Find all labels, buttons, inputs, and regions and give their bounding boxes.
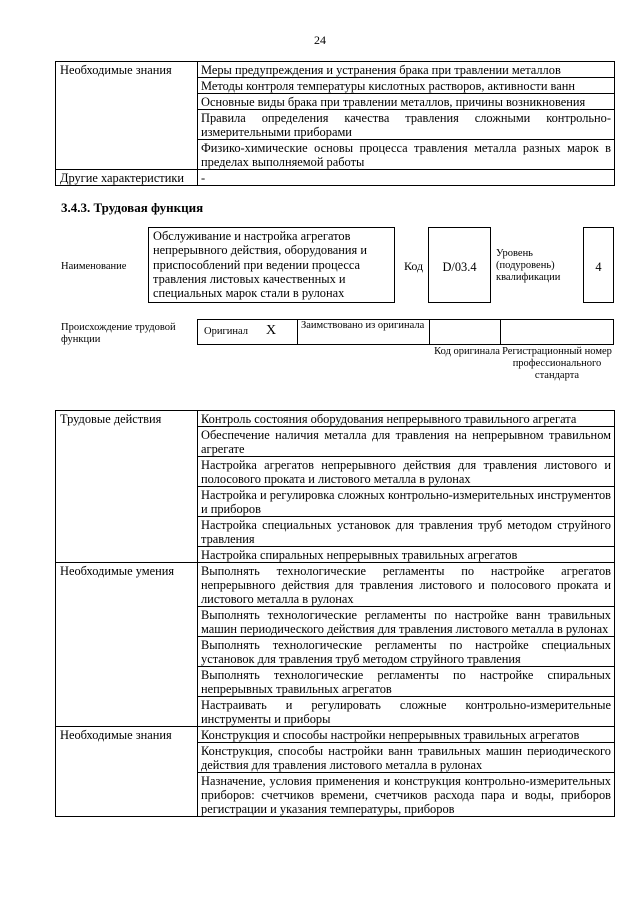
table-cell: Настройка агрегатов непрерывного действия для травления листового и полосового проката и листового металла в рулонах bbox=[198, 457, 615, 487]
table-cell: Выполнять технологические регламенты по настройке спиральных непрерывных травильных агрегатов bbox=[198, 667, 615, 697]
code-caption: Код оригинала bbox=[434, 346, 500, 357]
table-cell: Методы контроля температуры кислотных растворов, активности ванн bbox=[198, 78, 615, 94]
original-label: Оригинал bbox=[204, 326, 248, 337]
top-knowledge-table bbox=[55, 61, 615, 186]
table-cell: Выполнять технологические регламенты по настройке агрегатов непрерывного действия для травления листового и полосового проката и листового металла в рулонах bbox=[198, 563, 615, 607]
table-cell: Обеспечение наличия металла для травления на непрерывном травильном агрегате bbox=[198, 427, 615, 457]
row-label: Необходимые знания bbox=[56, 62, 198, 170]
reg-caption: Регистрационный номер профессионального стандарта bbox=[502, 346, 612, 381]
table-row bbox=[56, 563, 615, 607]
table-row bbox=[56, 727, 615, 743]
table-cell: - bbox=[198, 170, 615, 186]
origin-label: Происхождение трудовой функции bbox=[61, 322, 176, 345]
origin-row bbox=[197, 319, 614, 345]
row-label: Необходимые умения bbox=[56, 563, 198, 727]
original-cell bbox=[198, 320, 298, 344]
name-label: Наименование bbox=[61, 261, 127, 272]
function-name-value: Обслуживание и настройка агрегатов непрерывного действия, оборудования и приспособлений при ведении процесса травления листовых качественных и специальных марок стали в рулонах bbox=[153, 229, 367, 301]
table-row bbox=[56, 411, 615, 427]
row-label: Трудовые действия bbox=[56, 411, 198, 563]
table-cell: Конструкция и способы настройки непрерывных травильных агрегатов bbox=[198, 727, 615, 743]
row-label: Необходимые знания bbox=[56, 727, 198, 817]
table-cell: Меры предупреждения и устранения брака при травлении металлов bbox=[198, 62, 615, 78]
origin-code-cell bbox=[433, 320, 501, 344]
table-cell: Выполнять технологические регламенты по настройке ванн травильных машин периодического действия для травления листового металла в рулонах bbox=[198, 607, 615, 637]
table-row bbox=[56, 62, 615, 78]
page-number: 24 bbox=[314, 33, 326, 47]
table-cell: Выполнять технологические регламенты по настройке специальных установок для травления труб методом струйного травления bbox=[198, 637, 615, 667]
level-value: 4 bbox=[595, 260, 602, 274]
code-value: D/03.4 bbox=[442, 260, 477, 274]
level-label: Уровень (подуровень) квалификации bbox=[496, 248, 561, 283]
table-cell: Настройка и регулировка сложных контрольно-измерительных инструментов и приборов bbox=[198, 487, 615, 517]
table-cell: Физико-химические основы процесса травления металла разных марок в пределах выполняемой работы bbox=[198, 140, 615, 170]
table-cell: Конструкция, способы настройки ванн травильных машин периодического действия для травления листового металла в рулонах bbox=[198, 743, 615, 773]
table-cell: Настройка специальных установок для травления труб методом струйного травления bbox=[198, 517, 615, 547]
function-name-box bbox=[148, 227, 395, 303]
code-value-box bbox=[428, 227, 491, 303]
origin-reg-cell bbox=[501, 320, 613, 344]
table-row bbox=[56, 170, 615, 186]
main-function-table bbox=[55, 410, 615, 817]
table-cell: Основные виды брака при травлении металлов, причины возникновения bbox=[198, 94, 615, 110]
section-heading: 3.4.3. Трудовая функция bbox=[61, 200, 204, 215]
table-cell: Правила определения качества травления сложными контрольно-измерительными приборами bbox=[198, 110, 615, 140]
table-cell: Назначение, условия применения и конструкция контрольно-измерительных приборов: счетчиков времени, счетчиков расхода пара и воды, приборов регистрации и указания температуры, приборов bbox=[198, 773, 615, 817]
table-cell: Контроль состояния оборудования непрерывного травильного агрегата bbox=[198, 411, 615, 427]
table-cell: Настраивать и регулировать сложные контрольно-измерительные инструменты и приборы bbox=[198, 697, 615, 727]
table-cell: Настройка спиральных непрерывных травильных агрегатов bbox=[198, 547, 615, 563]
original-mark: X bbox=[266, 323, 277, 338]
borrowed-label: Заимствовано из оригинала bbox=[301, 320, 430, 344]
code-label: Код bbox=[404, 259, 424, 273]
level-value-box bbox=[583, 227, 614, 303]
row-label: Другие характеристики bbox=[56, 170, 198, 186]
